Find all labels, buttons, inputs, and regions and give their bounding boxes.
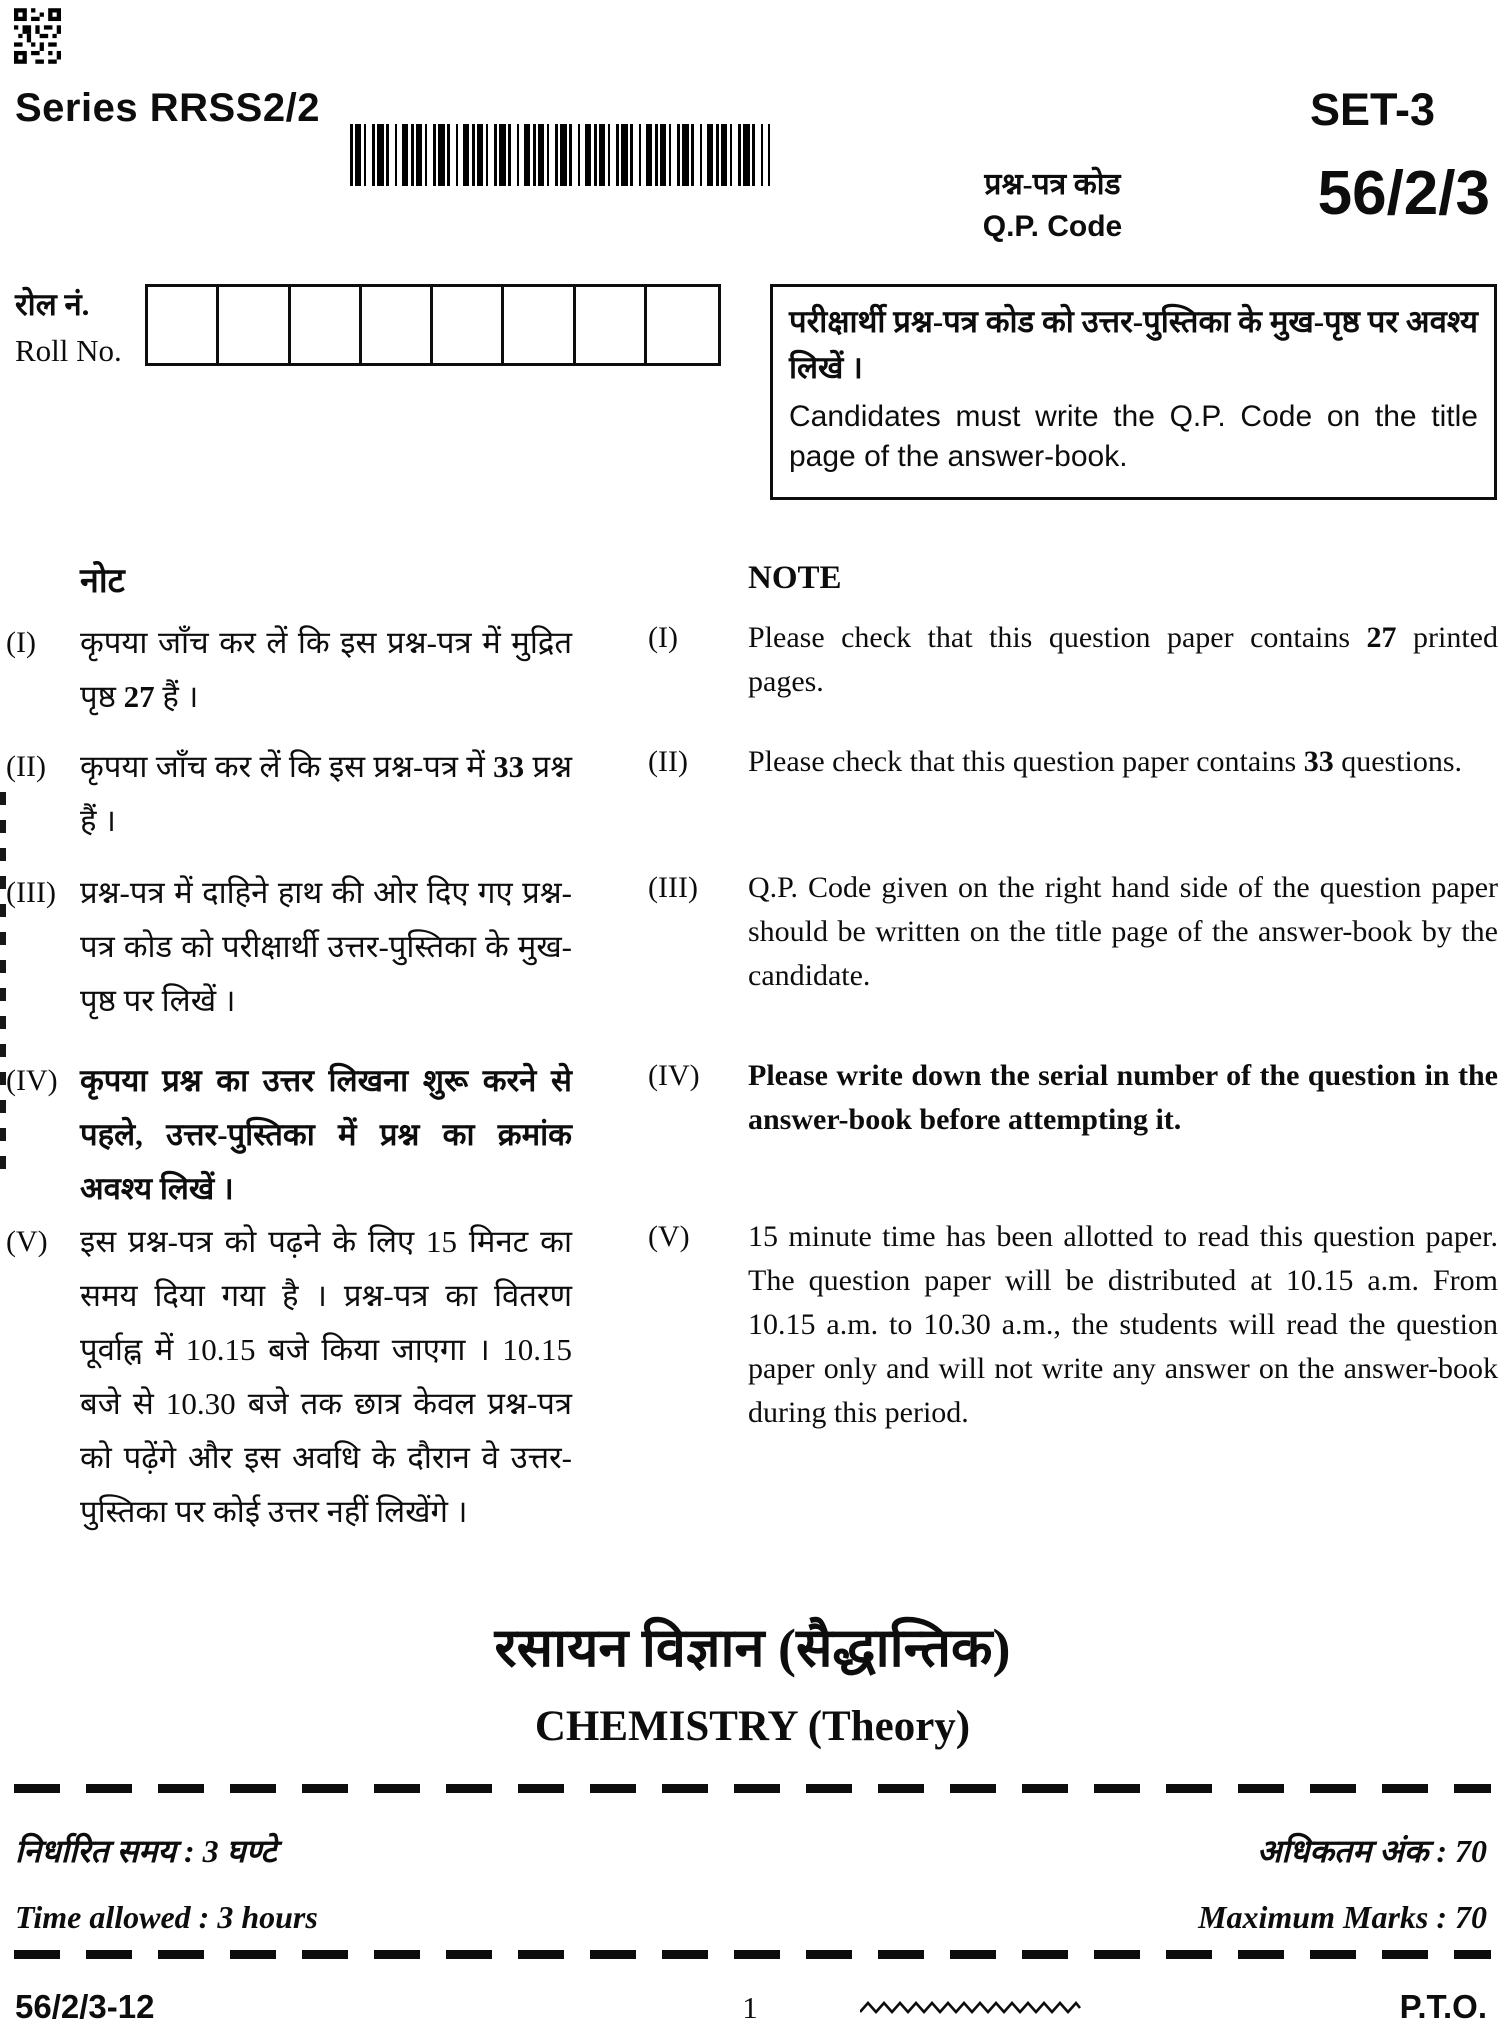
text-segment: Please write down the serial number of the question in the answer-book before attempting it. — [748, 1059, 1498, 1136]
series-label: Series RRSS2/2 — [15, 86, 320, 130]
note-item-4-number-english: (IV) — [648, 1059, 700, 1092]
text-segment: इस प्रश्न-पत्र को पढ़ने के लिए 15 मिनट का समय दिया गया है । प्रश्न-पत्र का वितरण पूर्वाह्न में 10.15 बजे किया जाएगा । 10.15 बजे से 10.30 बजे तक छात्र केवल प्रश्न-पत्र को पढ़ेंगे और इस अवधि के दौरान वे उत्तर-पुस्तिका पर कोई उत्तर नहीं लिखेंगे । — [80, 1224, 572, 1529]
note-item-5-text-hindi — [80, 1215, 572, 1539]
roll-digit-cell — [291, 287, 362, 363]
maximum-marks-hindi: अधिकतम अंक : 70 — [1256, 1833, 1487, 1869]
note-item-3-text-hindi — [80, 866, 572, 1028]
qp-code-value: 56/2/3 — [1317, 159, 1490, 228]
roll-digit-cell — [504, 287, 575, 363]
squiggle-line — [860, 1998, 1088, 2016]
note-item-3-text-english — [748, 866, 1498, 998]
roll-digit-cell — [433, 287, 504, 363]
roll-number-label — [15, 282, 122, 374]
roll-number-label-english: Roll No. — [15, 333, 122, 368]
footer-pto: P.T.O. — [1399, 1988, 1487, 2025]
text-segment: कृपया प्रश्न का उत्तर लिखना शुरू करने से पहले, उत्तर-पुस्तिका में प्रश्न का क्रमांक अवश्य लिखें । — [80, 1063, 572, 1206]
note-item-2-text-english — [748, 740, 1498, 784]
text-segment-bold: 27 — [123, 679, 155, 714]
candidate-instruction-english: Candidates must write the Q.P. Code on the title page of the answer-book. — [789, 400, 1478, 473]
subject-title-hindi: रसायन विज्ञान (सैद्धान्तिक) — [494, 1618, 1011, 1678]
maximum-marks-english: Maximum Marks : 70 — [1198, 1899, 1487, 1935]
note-item-1-text-english — [748, 616, 1498, 704]
note-item-1-number-english: (I) — [648, 621, 678, 654]
barcode — [350, 124, 770, 186]
text-segment: printed pages. — [748, 621, 1498, 698]
roll-digit-cell — [148, 287, 219, 363]
time-allowed-english: Time allowed : 3 hours — [15, 1899, 318, 1935]
dashed-divider-top — [14, 1784, 1491, 1793]
note-item-1-text-hindi — [80, 616, 572, 724]
roll-digit-cell — [647, 287, 718, 363]
maximum-marks-block — [1198, 1818, 1487, 1950]
note-item-4-text-hindi — [80, 1054, 572, 1216]
note-item-2-text-hindi — [80, 740, 572, 848]
note-item-4-number-hindi: (IV) — [6, 1064, 58, 1097]
text-segment-bold: 33 — [1303, 745, 1334, 778]
text-segment: प्रश्न-पत्र में दाहिने हाथ की ओर दिए गए प्रश्न-पत्र कोड को परीक्षार्थी उत्तर-पुस्तिका के मुख-पृष्ठ पर लिखें । — [80, 875, 572, 1018]
text-segment: questions. — [1333, 745, 1463, 778]
time-allowed-hindi: निर्धारित समय : 3 घण्टे — [15, 1833, 277, 1869]
qr-code-icon — [14, 8, 61, 64]
roll-digit-cell — [362, 287, 433, 363]
text-segment: Please check that this question paper contains — [748, 745, 1304, 778]
text-segment-bold: 33 — [493, 749, 525, 784]
roll-digit-cell — [576, 287, 647, 363]
subject-title-english: CHEMISTRY (Theory) — [534, 1703, 971, 1750]
time-allowed-block — [15, 1818, 318, 1950]
note-item-5-number-english: (V) — [648, 1220, 690, 1253]
note-item-2-number-english: (II) — [648, 745, 688, 778]
text-segment: हैं । — [154, 679, 199, 714]
note-item-5-number-hindi: (V) — [6, 1225, 48, 1258]
text-segment: 15 minute time has been allotted to read this question paper. The question paper will be distributed at 10.15 a.m. From 10.15 a.m. to 10.30 a.m., the students will read the question paper only and will not write any answer on the answer-book during this period. — [748, 1220, 1498, 1429]
roll-digit-cell — [219, 287, 290, 363]
text-segment: प्रश्न हैं । — [80, 749, 573, 838]
set-number: SET-3 — [1310, 84, 1436, 135]
footer-paper-code: 56/2/3-12 — [15, 1988, 155, 2025]
qp-code-label-hindi: प्रश्न-पत्र कोड — [984, 168, 1121, 201]
note-item-1-number-hindi: (I) — [6, 626, 36, 659]
note-item-5-text-english — [748, 1215, 1498, 1435]
note-item-4-text-english — [748, 1054, 1498, 1142]
candidate-instruction-hindi: परीक्षार्थी प्रश्न-पत्र कोड को उत्तर-पुस्तिका के मुख-पृष्ठ पर अवश्य लिखें । — [789, 304, 1478, 385]
qp-code-label — [945, 164, 1160, 248]
candidate-instruction-box — [770, 284, 1497, 500]
qp-code-label-english: Q.P. Code — [982, 210, 1123, 243]
text-segment: Q.P. Code given on the right hand side of the question paper should be written on the title page of the answer-book by the candidate. — [748, 871, 1498, 992]
text-segment: Please check that this question paper contains — [748, 621, 1367, 654]
note-heading-hindi: नोट — [80, 563, 125, 600]
note-item-3-number-hindi: (III) — [6, 876, 56, 909]
note-item-3-number-english: (III) — [648, 871, 698, 904]
note-item-2-number-hindi: (II) — [6, 750, 46, 783]
text-segment: कृपया जाँच कर लें कि इस प्रश्न-पत्र में — [80, 749, 494, 784]
footer-page-number: 1 — [742, 1990, 758, 2025]
scan-artifact-marks — [0, 792, 6, 1174]
dashed-divider-bottom — [14, 1950, 1491, 1959]
note-heading-english: NOTE — [748, 560, 842, 596]
text-segment-bold: 27 — [1366, 621, 1397, 654]
roll-number-label-hindi: रोल नं. — [15, 287, 90, 322]
roll-number-boxes — [145, 284, 721, 366]
text-segment: कृपया जाँच कर लें कि इस प्रश्न-पत्र में मुद्रित पृष्ठ — [80, 625, 572, 714]
